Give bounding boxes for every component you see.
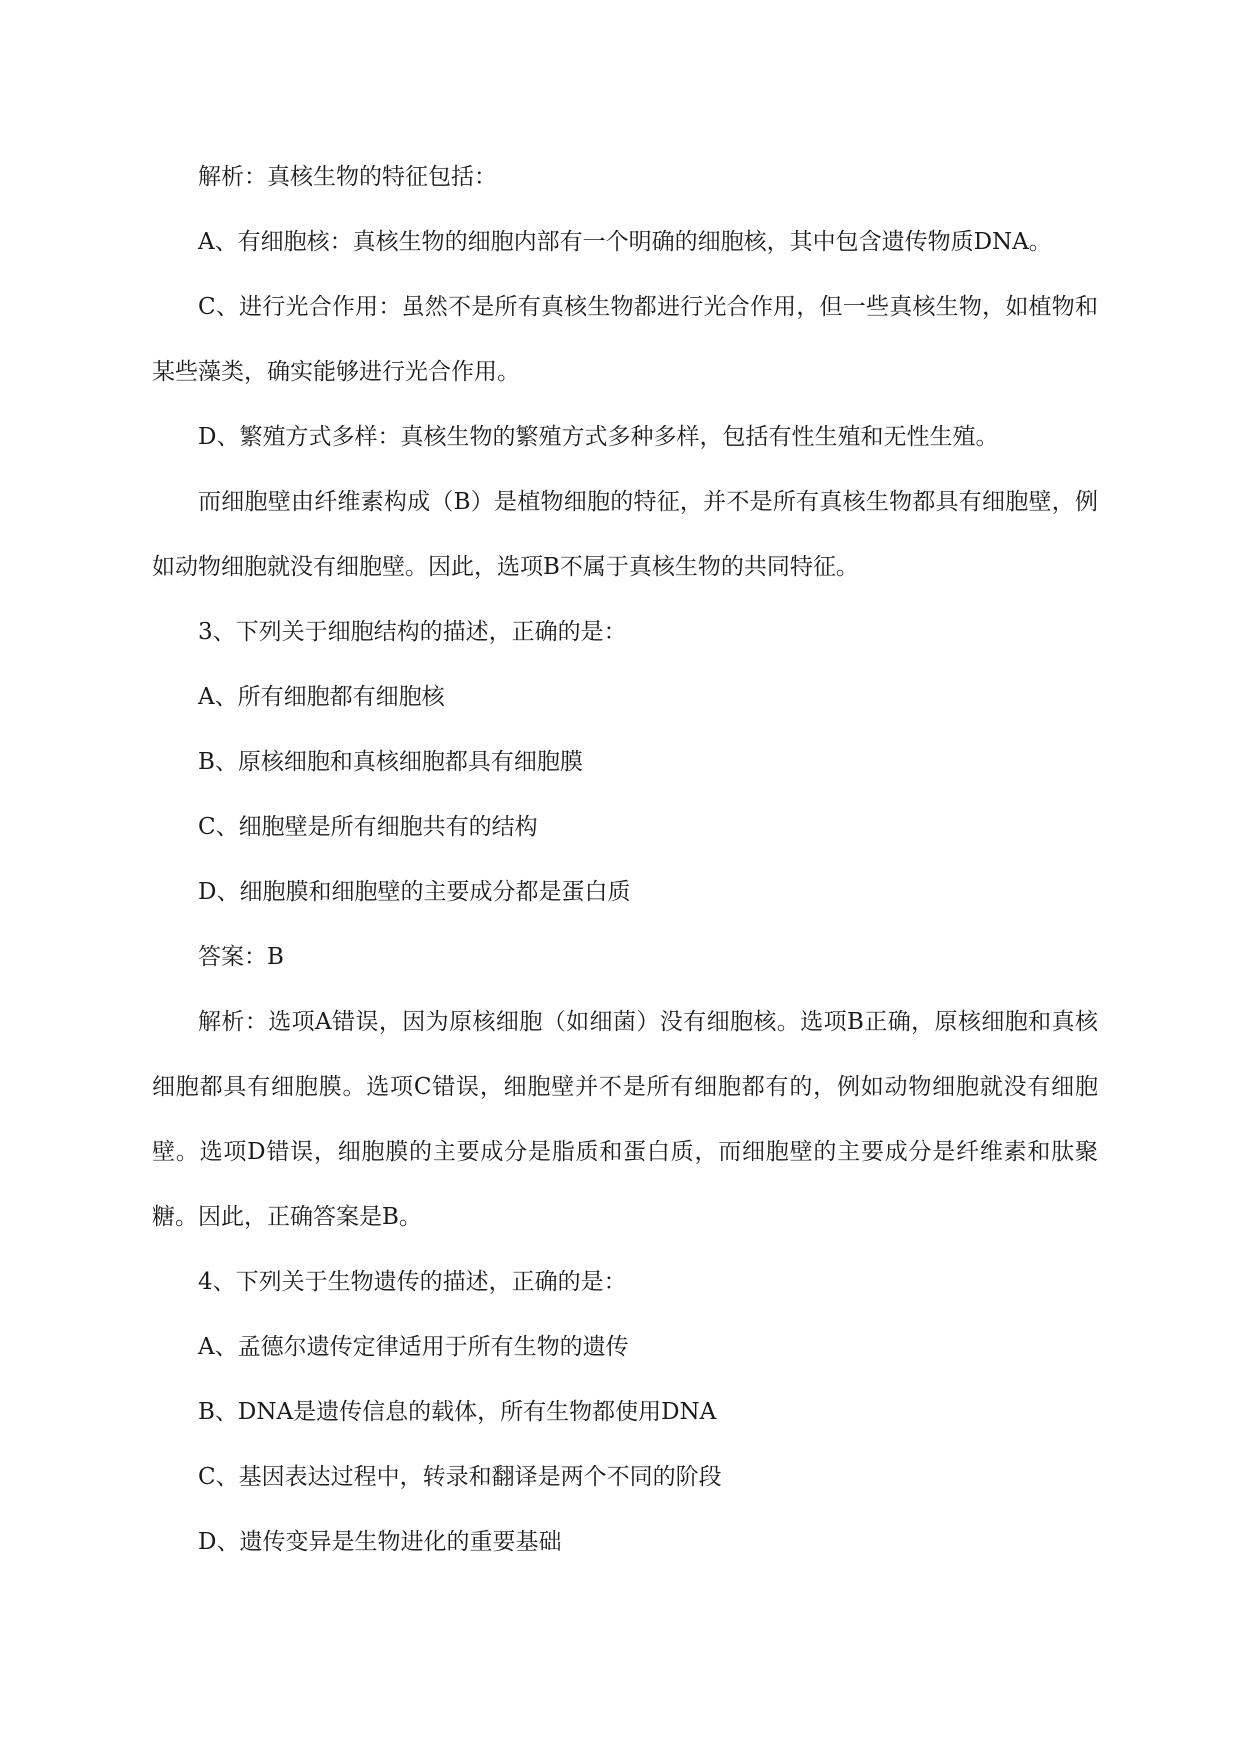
paragraph-option-c-photosynthesis: C、进行光合作用：虽然不是所有真核生物都进行光合作用，但一些真核生物，如植物和某些藻类，确实能够进行光合作用。 bbox=[152, 294, 1098, 385]
paragraph-option-d-reproduction: D、繁殖方式多样：真核生物的繁殖方式多种多样，包括有性生殖和无性生殖。 bbox=[198, 424, 999, 450]
document-body bbox=[152, 145, 1098, 1575]
question-3-answer: 答案：B bbox=[198, 944, 284, 970]
question-4-stem: 4、下列关于生物遗传的描述，正确的是： bbox=[198, 1269, 627, 1295]
question-3-option-d: D、细胞膜和细胞壁的主要成分都是蛋白质 bbox=[198, 879, 631, 905]
question-3-stem: 3、下列关于细胞结构的描述，正确的是： bbox=[198, 619, 627, 645]
question-4-option-d: D、遗传变异是生物进化的重要基础 bbox=[198, 1529, 562, 1555]
question-4-option-a: A、孟德尔遗传定律适用于所有生物的遗传 bbox=[198, 1334, 629, 1360]
question-3-analysis: 解析：选项A错误，因为原核细胞（如细菌）没有细胞核。选项B正确，原核细胞和真核细胞都具有细胞膜。选项C错误，细胞壁并不是所有细胞都有的，例如动物细胞就没有细胞壁。选项D错误，细胞膜的主要成分是脂质和蛋白质，而细胞壁的主要成分是纤维素和肽聚糖。因此，正确答案是B。 bbox=[152, 1009, 1098, 1230]
question-4-option-b: B、DNA是遗传信息的载体，所有生物都使用DNA bbox=[198, 1399, 717, 1425]
paragraph-analysis-intro: 解析：真核生物的特征包括： bbox=[198, 164, 497, 190]
paragraph-option-a-nucleus: A、有细胞核：真核生物的细胞内部有一个明确的细胞核，其中包含遗传物质DNA。 bbox=[198, 229, 1052, 255]
question-3-option-b: B、原核细胞和真核细胞都具有细胞膜 bbox=[198, 749, 583, 775]
question-3-option-c: C、细胞壁是所有细胞共有的结构 bbox=[198, 814, 538, 840]
question-3-option-a: A、所有细胞都有细胞核 bbox=[198, 684, 445, 710]
paragraph-option-b-explanation: 而细胞壁由纤维素构成（B）是植物细胞的特征，并不是所有真核生物都具有细胞壁，例如动物细胞就没有细胞壁。因此，选项B不属于真核生物的共同特征。 bbox=[152, 489, 1098, 580]
question-4-option-c: C、基因表达过程中，转录和翻译是两个不同的阶段 bbox=[198, 1464, 722, 1490]
